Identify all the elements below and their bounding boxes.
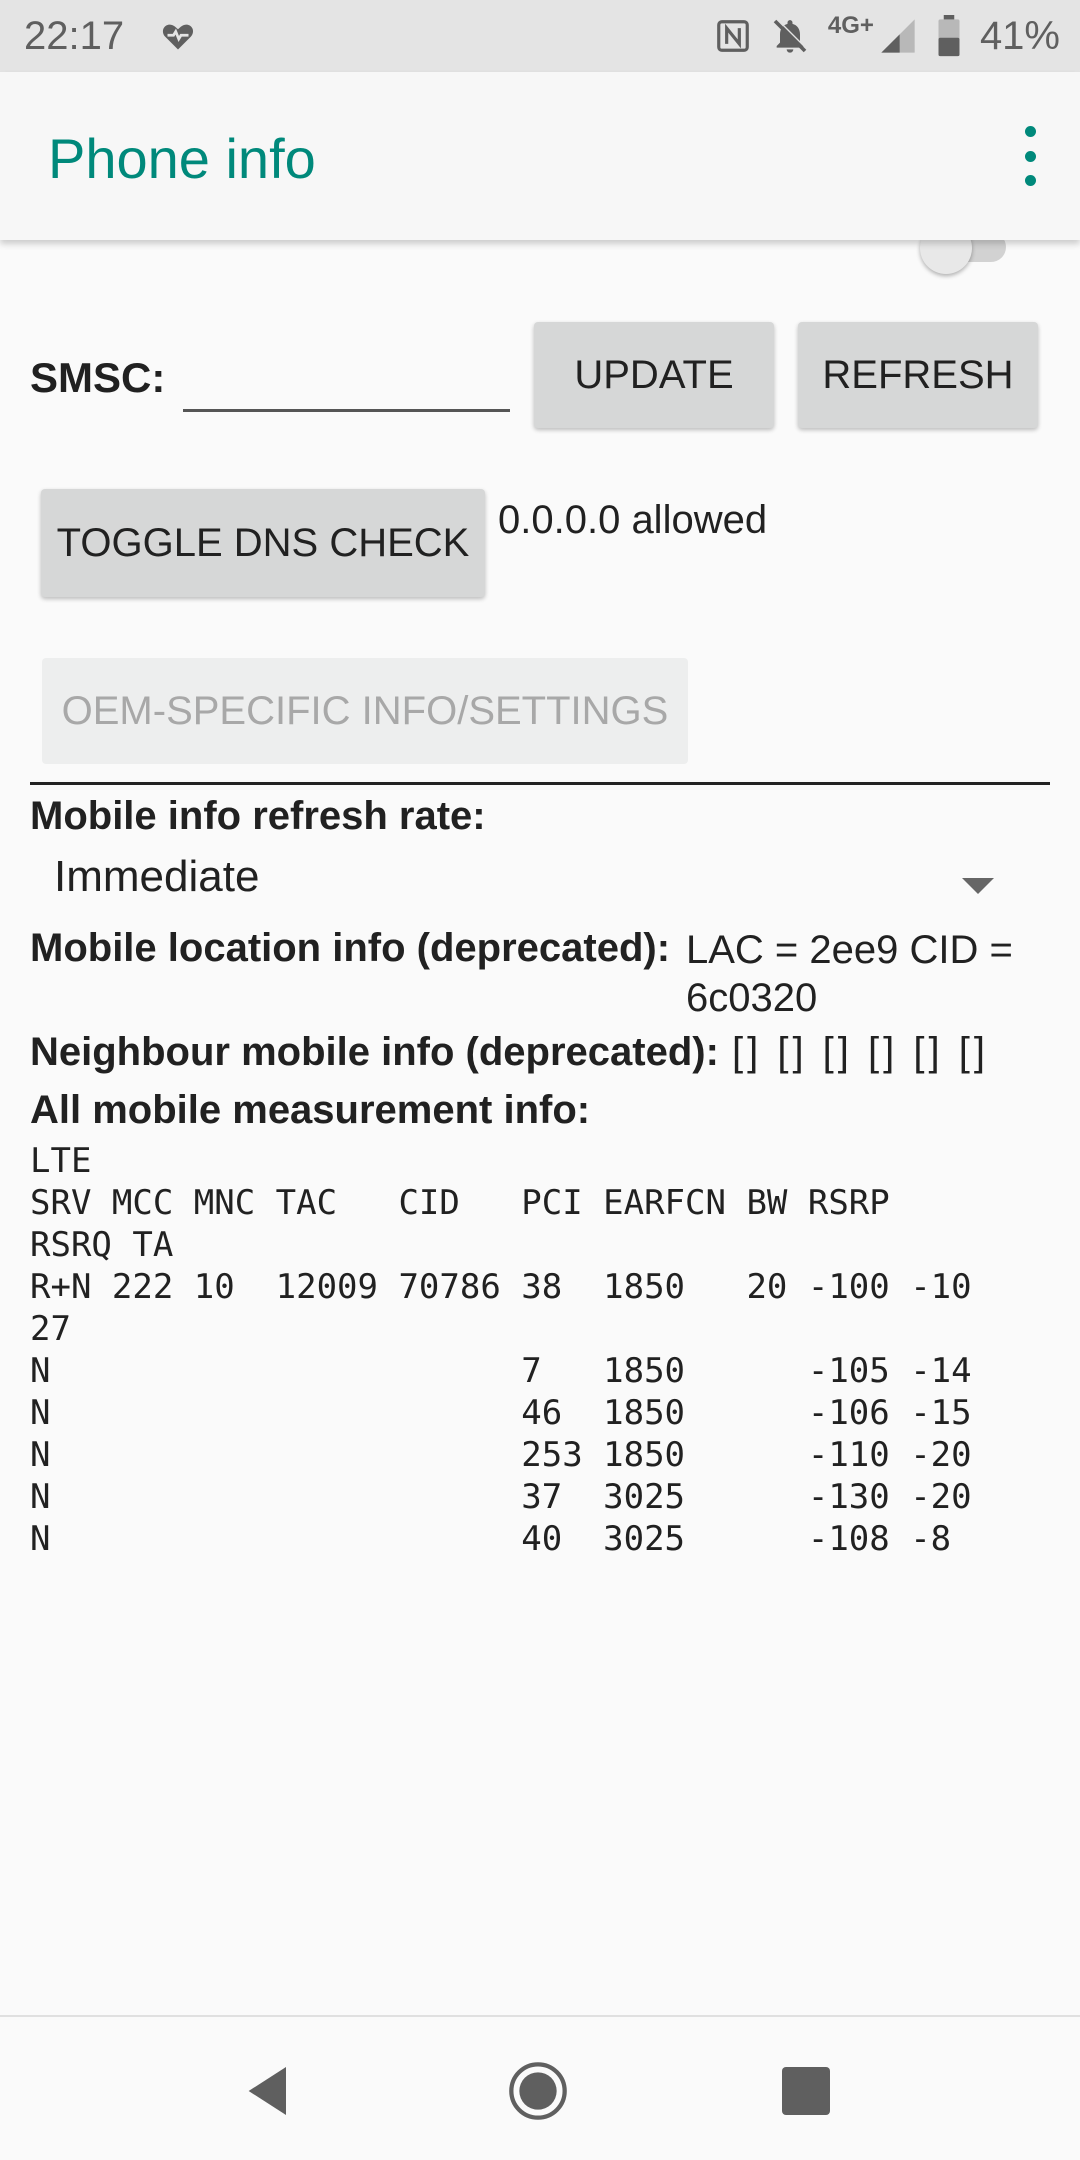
refresh-button[interactable]: REFRESH [798,322,1038,428]
signal-icon [878,16,918,56]
dropdown-arrow-icon [962,878,994,894]
divider [30,782,1050,785]
notifications-off-icon [770,15,810,57]
measurement-info-label: All mobile measurement info: [30,1088,591,1132]
content-scroll[interactable] [0,240,1080,2015]
location-info-label: Mobile location info (deprecated): [30,926,671,970]
home-icon[interactable] [506,2059,570,2123]
smsc-input[interactable] [183,340,510,412]
neighbour-info-label: Neighbour mobile info (deprecated): [30,1030,719,1074]
status-bar [0,0,1080,72]
battery-percent: 41% [979,13,1060,58]
recents-icon[interactable] [774,2059,838,2123]
refresh-rate-label: Mobile info refresh rate: [30,794,486,838]
refresh-rate-value: Immediate [54,852,260,901]
neighbour-info-value: [] [] [] [] [] [] [732,1030,989,1074]
location-info-value: LAC = 2ee9 CID = 6c0320 [686,928,1013,1020]
app-bar [0,72,1080,240]
heart-rate-icon [160,18,196,54]
smsc-label: SMSC: [30,354,166,401]
status-icons [714,12,1060,60]
oem-settings-button[interactable]: OEM-SPECIFIC INFO/SETTINGS [42,658,688,764]
network-type: 4G+ [827,12,874,39]
battery-icon [936,15,962,57]
toggle-dns-check-button[interactable]: TOGGLE DNS CHECK [41,489,485,597]
status-time: 22:17 [24,14,125,58]
update-button[interactable]: UPDATE [534,322,774,428]
dns-status: 0.0.0.0 allowed [498,498,768,542]
back-icon[interactable] [238,2059,302,2123]
refresh-rate-dropdown[interactable] [54,852,1014,922]
measurement-info-text: LTE SRV MCC MNC TAC CID PCI EARFCN BW RSRP RSRQ TA R+N 222 10 12009 70786 38 1850 20 -100 -10 27 N 7 1850 -105 -14 N 46 1850 -106 -15 N 253 1850 -110 -20 N 37 3025 -130 -20 N 40 3025 -108 -8 [30,1141,972,1559]
navigation-bar [0,2015,1080,2160]
page-title: Phone info [48,127,316,190]
nfc-icon [714,16,752,56]
more-vert-icon[interactable] [1010,126,1050,186]
